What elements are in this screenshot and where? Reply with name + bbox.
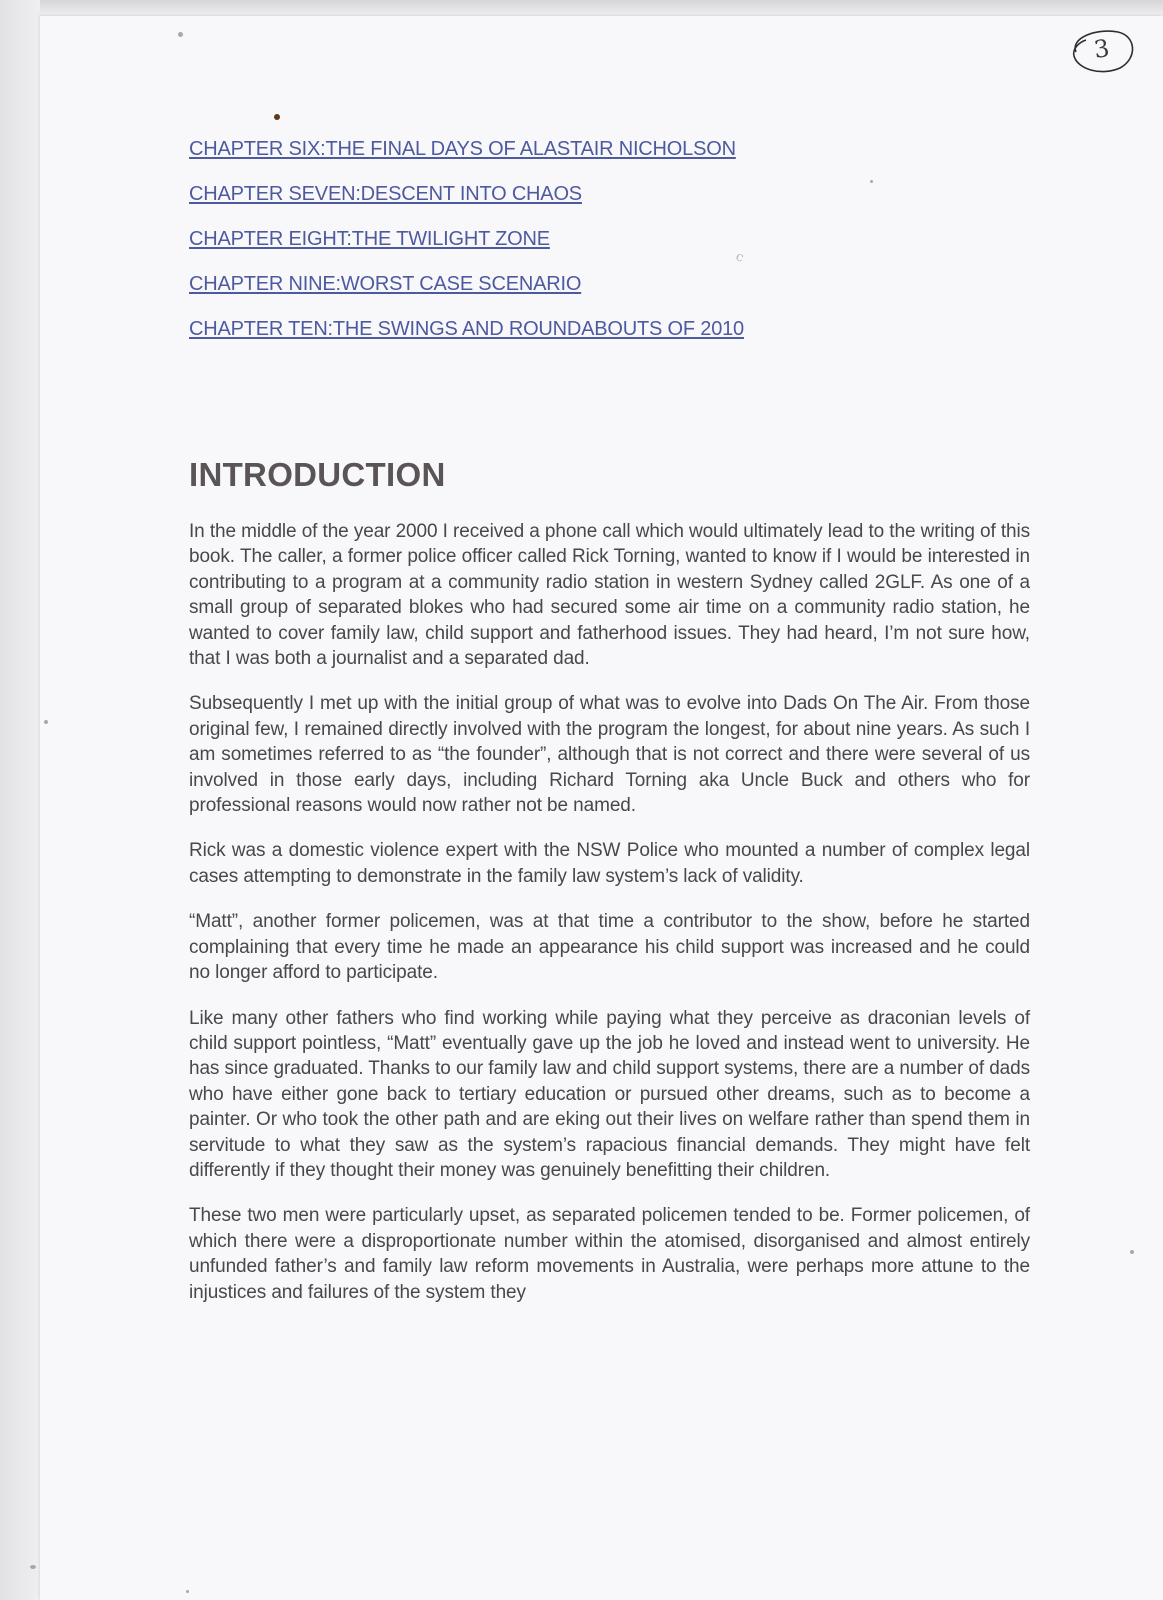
- scan-speck: [178, 32, 183, 37]
- paragraph-4: “Matt”, another former policemen, was at that time a contributor to the show, before he started complaining that every time he made an appearance his child support was increased and he could no longer afford to participate.: [189, 911, 1030, 984]
- table-of-contents: [189, 137, 1049, 362]
- handwritten-page-number: [1066, 24, 1138, 74]
- toc-item: [189, 137, 1049, 182]
- scanner-left-edge: [0, 0, 40, 1600]
- pencil-mark: c: [733, 249, 746, 266]
- toc-link-chapter-seven[interactable]: CHAPTER SEVEN:DESCENT INTO CHAOS: [189, 183, 582, 205]
- paragraph-1: In the middle of the year 2000 I received a phone call which would ultimately lead to the writing of this book. The caller, a former police officer called Rick Torning, wanted to know if I would be interested in contributing to a program at a community radio station in western Sydney called 2GLF. As one of a small group of separated blokes who had secured some air time on a community radio station, he wanted to cover family law, child support and fatherhood issues. They had heard, I’m not sure how, that I was both a journalist and a separated dad.: [189, 521, 1030, 670]
- paragraph-6: These two men were particularly upset, as separated policemen tended to be. Former policemen, of which there were a disproportionate number within the atomised, disorganised and almost entirely unfunded father’s and family law reform movements in Australia, were perhaps more attune to the injustices and failures of the system they: [189, 1205, 1030, 1303]
- scanner-top-edge: [0, 0, 1163, 16]
- toc-item: [189, 227, 1049, 272]
- toc-item: [189, 317, 1049, 362]
- paragraph-5: Like many other fathers who find working while paying what they perceive as draconian levels of child support pointless, “Matt” eventually gave up the job he loved and instead went to university. He has since graduated. Thanks to our family law and child support systems, there are a number of dads who have either gone back to tertiary education or pursued other dreams, such as to become a painter. Or who took the other path and are eking out their lives on welfare rather than spend them in servitude to what they saw as the system’s rapacious financial demands. They might have felt differently if they thought their money was genuinely benefitting their children.: [189, 1007, 1030, 1181]
- toc-link-chapter-six[interactable]: CHAPTER SIX:THE FINAL DAYS OF ALASTAIR NICHOLSON: [189, 138, 736, 160]
- toc-item: [189, 272, 1049, 317]
- scan-speck: [186, 1590, 189, 1593]
- scan-speck: [30, 1565, 36, 1569]
- toc-link-chapter-nine[interactable]: CHAPTER NINE:WORST CASE SCENARIO: [189, 273, 582, 295]
- toc-link-chapter-eight[interactable]: CHAPTER EIGHT:THE TWILIGHT ZONE: [189, 228, 550, 250]
- scan-speck: [870, 180, 873, 183]
- toc-item: [189, 182, 1049, 227]
- section-heading: INTRODUCTION: [189, 456, 446, 493]
- ink-dot: [274, 114, 280, 120]
- page-number-text: 3: [1092, 34, 1112, 64]
- toc-link-chapter-ten[interactable]: CHAPTER TEN:THE SWINGS AND ROUNDABOUTS OF 2010: [189, 318, 744, 340]
- scan-speck: [1130, 1250, 1134, 1254]
- introduction-body: [189, 519, 1030, 1325]
- paragraph-3: Rick was a domestic violence expert with the NSW Police who mounted a number of complex legal cases attempting to demonstrate in the family law system’s lack of validity.: [189, 840, 1030, 887]
- scan-speck: [44, 720, 48, 724]
- paragraph-2: Subsequently I met up with the initial group of what was to evolve into Dads On The Air. From those original few, I remained directly involved with the program the longest, for about nine years. As such I am sometimes referred to as “the founder”, although that is not correct and there were several of us involved in those early days, including Richard Torning aka Uncle Buck and others who for professional reasons would now rather not be named.: [189, 693, 1030, 817]
